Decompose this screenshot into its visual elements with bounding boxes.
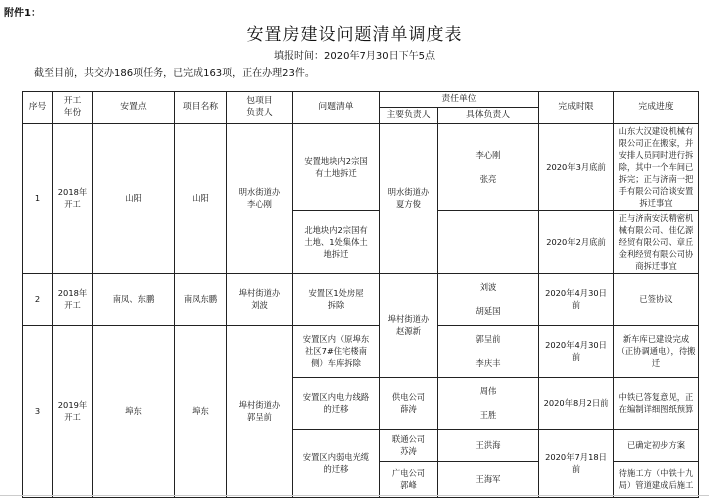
cell-specific-lead: 李心刚 张亮 (438, 123, 539, 210)
header-progress: 完成进度 (614, 92, 699, 124)
cell-issue: 安置区1处房屋 拆除 (293, 273, 380, 325)
cell-main-lead: 广电公司 郭峰 (380, 461, 438, 497)
cell-project-lead: 埠村街道办 郭呈前 (227, 325, 293, 497)
cell-deadline: 2020年8月2日前 (539, 377, 614, 429)
cell-progress: 已签协议 (614, 273, 699, 325)
cell-specific-lead: 郭呈前 李庆丰 (438, 325, 539, 377)
cell-specific-lead: 王海军 (438, 461, 539, 497)
cell-project-lead: 明水街道办 李心刚 (227, 123, 293, 273)
cell-project-lead: 埠村街道办 刘波 (227, 273, 293, 325)
table-row (23, 123, 699, 210)
cell-progress: 已确定初步方案 (614, 429, 699, 461)
cell-specific-lead: 王洪海 (438, 429, 539, 461)
cell-specific-lead: 刘波 胡延国 (438, 273, 539, 325)
cell-project: 埠东 (175, 325, 227, 497)
cell-year: 2018年 开工 (53, 123, 93, 273)
cell-year: 2018年 开工 (53, 273, 93, 325)
cell-year: 2019年 开工 (53, 325, 93, 497)
cell-deadline: 2020年3月底前 (539, 123, 614, 210)
cell-issue: 安置区内弱电光缆 的迁移 (293, 429, 380, 497)
issue-table (22, 91, 699, 498)
cell-deadline: 2020年7月18日前 (539, 429, 614, 497)
cell-project: 山阳 (175, 123, 227, 273)
cell-no: 3 (23, 325, 53, 497)
header-project-lead: 包项目 负责人 (227, 92, 293, 124)
table-row (23, 325, 699, 377)
bottom-divider (0, 495, 709, 496)
cell-main-lead: 明水街道办 夏方俊 (380, 123, 438, 273)
cell-main-lead: 供电公司 薛涛 (380, 377, 438, 429)
header-unit: 责任单位 (380, 92, 539, 108)
header-site: 安置点 (93, 92, 175, 124)
header-row (23, 92, 699, 108)
cell-deadline: 2020年4月30日前 (539, 325, 614, 377)
table-row (23, 273, 699, 325)
header-no: 序号 (23, 92, 53, 124)
cell-no: 1 (23, 123, 53, 273)
cell-progress: 待施工方（中铁十九局）管道建成后施工 (614, 461, 699, 497)
cell-main-lead: 埠村街道办 赵源新 (380, 273, 438, 377)
cell-progress: 中铁已答复意见，正在编制详细图纸预算 (614, 377, 699, 429)
cell-specific-lead: 周伟 王胜 (438, 377, 539, 429)
header-specific-lead: 具体负责人 (438, 107, 539, 123)
summary-text: 截至目前，共交办186项任务，已完成163项，正在办理23件。 (34, 68, 315, 79)
cell-issue: 安置区内电力线路 的迁移 (293, 377, 380, 429)
cell-project: 南凤东鹏 (175, 273, 227, 325)
cell-deadline: 2020年2月底前 (539, 210, 614, 273)
header-year: 开工 年份 (53, 92, 93, 124)
cell-deadline: 2020年4月30日前 (539, 273, 614, 325)
header-deadline: 完成时限 (539, 92, 614, 124)
header-issue: 问题清单 (293, 92, 380, 124)
cell-specific-lead (438, 210, 539, 273)
cell-progress: 新车库已建设完成（正协调通电），待搬迁 (614, 325, 699, 377)
attachment-label: 附件1： (4, 8, 41, 19)
cell-site: 埠东 (93, 325, 175, 497)
cell-main-lead: 联通公司 苏涛 (380, 429, 438, 461)
header-main-lead: 主要负责人 (380, 107, 438, 123)
cell-no: 2 (23, 273, 53, 325)
cell-site: 山阳 (93, 123, 175, 273)
cell-progress: 正与济南安沃精密机械有限公司、佳亿源经贸有限公司、章丘金利经贸有限公司协商拆迁事宜 (614, 210, 699, 273)
filled-time: 填报时间：2020年7月30日下午5点 (274, 51, 435, 62)
cell-issue: 北地块内2宗国有 土地、1处集体土 地拆迁 (293, 210, 380, 273)
cell-issue: 安置地块内2宗国 有土地拆迁 (293, 123, 380, 210)
cell-progress: 山东大汉建设机械有限公司正在搬家，并安排人员同时进行拆除，其中一个车间已拆完；正与济南一把手有限公司洽谈安置拆迁事宜 (614, 123, 699, 210)
page-title: 安置房建设问题清单调度表 (246, 25, 463, 45)
cell-site: 南凤、东鹏 (93, 273, 175, 325)
cell-issue: 安置区内（原埠东 社区7#住宅楼南 侧）车库拆除 (293, 325, 380, 377)
header-project: 项目名称 (175, 92, 227, 124)
